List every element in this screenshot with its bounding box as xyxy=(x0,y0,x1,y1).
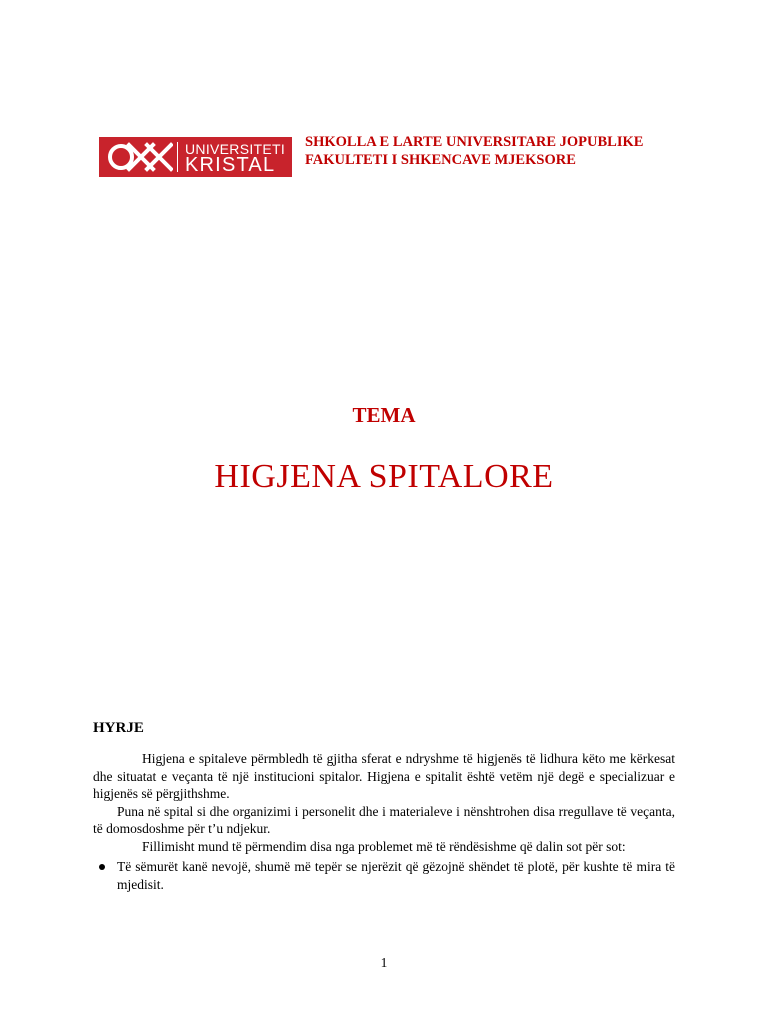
theme-label: TEMA xyxy=(352,403,416,427)
bullet-list xyxy=(93,858,675,893)
paragraph: Puna në spital si dhe organizimi i personelit dhe i materialeve i nënshtrohen disa rregullave të veçanta, të domosdoshme për t’u ndjekur. xyxy=(93,803,675,836)
document-body xyxy=(93,750,675,893)
list-item xyxy=(93,858,675,893)
page-number: 1 xyxy=(380,955,388,970)
logo-divider xyxy=(177,142,178,172)
institution-lines xyxy=(305,133,643,169)
school-name: SHKOLLA E LARTE UNIVERSITARE JOPUBLIKE xyxy=(305,134,644,150)
document-title: HIGJENA SPITALORE xyxy=(214,458,554,495)
list-item-text: Të sëmurët kanë nevojë, shumë më tepër se njerëzit që gëzojnë shëndet të plotë, për kushte të mira të mjedisit. xyxy=(117,859,675,892)
faculty-name: FAKULTETI I SHKENCAVE MJEKSORE xyxy=(305,152,576,168)
kristal-logo-mark-icon xyxy=(107,141,173,173)
logo-text-kristal: KRISTAL xyxy=(185,154,276,176)
university-logo xyxy=(99,137,292,177)
section-heading: HYRJE xyxy=(93,720,144,736)
paragraph: Fillimisht mund të përmendim disa nga problemet më të rëndësishme që dalin sot për sot: xyxy=(142,838,626,854)
bullet-icon xyxy=(99,864,105,870)
logo-text-universiteti: UNIVERSITETI xyxy=(185,141,286,157)
paragraph: Higjena e spitaleve përmbledh të gjitha sferat e ndryshme të higjenës të lidhura këto me kërkesat dhe situatat e veçanta të një institucioni spitalor. Higjena e spitalit është vetëm një degë e specializuar e higjenës së përgjithshme. xyxy=(93,751,675,801)
document-header xyxy=(99,130,699,180)
